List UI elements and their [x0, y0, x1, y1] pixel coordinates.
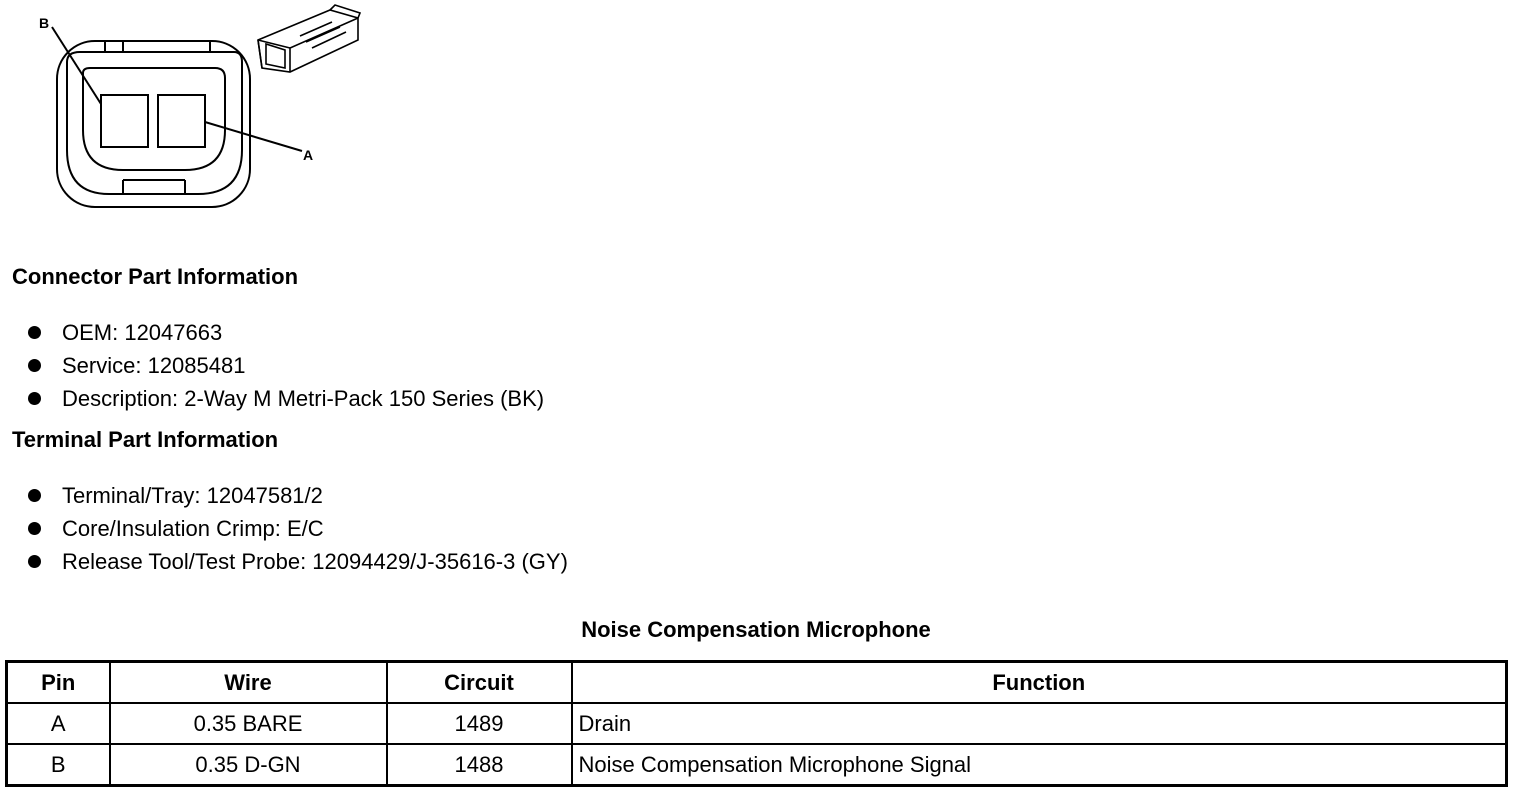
- oem-part-number: OEM: 12047663: [62, 320, 223, 345]
- connector-description: Description: 2-Way M Metri-Pack 150 Series (BK): [62, 386, 545, 411]
- terminal-tray: Terminal/Tray: 12047581/2: [62, 483, 323, 508]
- connector-housing-outer: [57, 41, 250, 207]
- bullet-icon: [28, 489, 41, 502]
- bullet-icon: [28, 555, 41, 568]
- bullet-icon: [28, 522, 41, 535]
- cell-wire: 0.35 D-GN: [110, 744, 387, 786]
- connector-3d-view: [258, 5, 360, 72]
- column-header-wire: Wire: [110, 662, 387, 704]
- connector-bottom-notch: [123, 180, 185, 194]
- connector-top-notch: [105, 41, 210, 52]
- release-tool-test-probe: Release Tool/Test Probe: 12094429/J-35616-3 (GY): [62, 549, 568, 574]
- connector-diagram: [0, 0, 380, 220]
- terminal-part-list: [28, 479, 568, 578]
- list-item: [28, 512, 568, 545]
- connector-part-heading: Connector Part Information: [12, 264, 299, 289]
- connector-cavity: [83, 68, 225, 170]
- list-item: [28, 479, 568, 512]
- terminal-cavity-a: [158, 95, 205, 147]
- connector-housing-inner: [67, 52, 242, 194]
- terminal-cavity-b: [101, 95, 148, 147]
- list-item: [28, 316, 544, 349]
- core-insulation-crimp: Core/Insulation Crimp: E/C: [62, 516, 324, 541]
- terminal-part-heading: Terminal Part Information: [12, 427, 279, 452]
- column-header-pin: Pin: [7, 662, 110, 704]
- cell-pin: B: [7, 744, 110, 786]
- pin-table: [5, 660, 1508, 787]
- bullet-icon: [28, 392, 41, 405]
- list-item: [28, 382, 544, 415]
- cell-circuit: 1488: [387, 744, 572, 786]
- table-row: [7, 703, 1507, 744]
- column-header-function: Function: [572, 662, 1507, 704]
- list-item: [28, 545, 568, 578]
- cell-circuit: 1489: [387, 703, 572, 744]
- cell-wire: 0.35 BARE: [110, 703, 387, 744]
- pin-label-b: B: [39, 15, 50, 31]
- service-part-number: Service: 12085481: [62, 353, 246, 378]
- leader-line-a: [205, 122, 302, 151]
- table-title: Noise Compensation Microphone: [581, 617, 931, 642]
- list-item: [28, 349, 544, 382]
- column-header-circuit: Circuit: [387, 662, 572, 704]
- pin-label-a: A: [303, 147, 314, 163]
- connector-part-list: [28, 316, 544, 415]
- cell-function: Drain: [572, 703, 1507, 744]
- bullet-icon: [28, 326, 41, 339]
- cell-function: Noise Compensation Microphone Signal: [572, 744, 1507, 786]
- cell-pin: A: [7, 703, 110, 744]
- table-header-row: [7, 662, 1507, 704]
- bullet-icon: [28, 359, 41, 372]
- table-row: [7, 744, 1507, 786]
